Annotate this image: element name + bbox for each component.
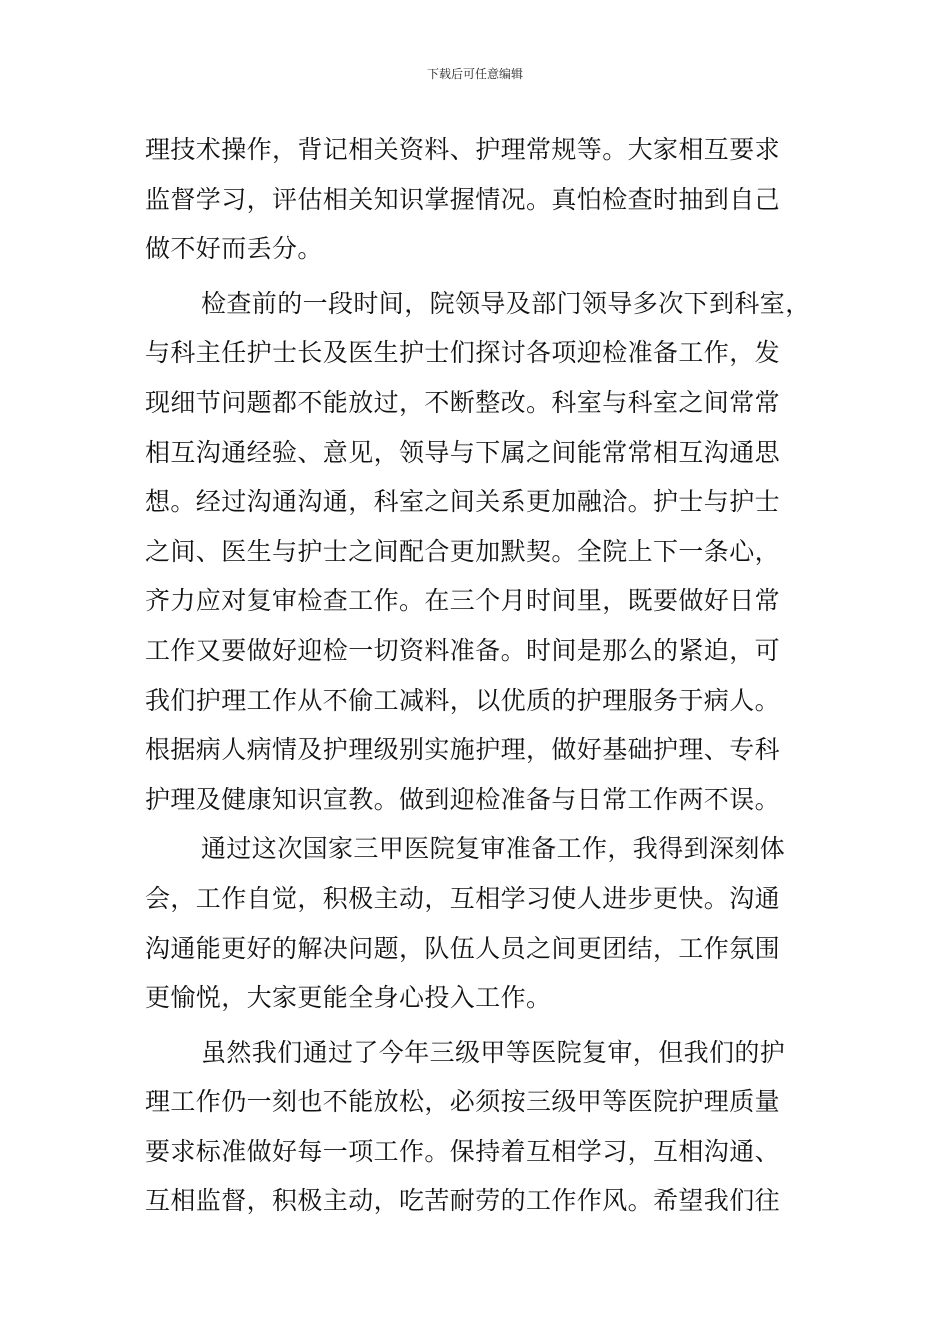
paragraph-4 — [145, 1028, 817, 1226]
paragraph-line: 工作又要做好迎检一切资料准备。时间是那么的紧迫，可 — [145, 635, 781, 665]
paragraph-3 — [145, 824, 817, 1022]
paragraph-line: 通过这次国家三甲医院复审准备工作，我得到深刻体 — [201, 834, 786, 864]
paragraph-line: 想。经过沟通沟通，科室之间关系更加融洽。护士与护士 — [145, 487, 781, 517]
paragraph-line: 我们护理工作从不偷工减料，以优质的护理服务于病人。 — [145, 685, 781, 715]
paragraph-line: 之间、医生与护士之间配合更加默契。全院上下一条心， — [145, 536, 781, 566]
paragraph-line: 相互沟通经验、意见，领导与下属之间能常常相互沟通思 — [145, 437, 781, 467]
body-text — [145, 125, 817, 1226]
paragraph-line: 更愉悦，大家更能全身心投入工作。 — [145, 983, 552, 1013]
paragraph-line: 监督学习，评估相关知识掌握情况。真怕检查时抽到自己 — [145, 184, 781, 214]
page-header: 下载后可任意编辑 — [426, 67, 523, 81]
paragraph-line: 理工作仍一刻也不能放松，必须按三级甲等医院护理质量 — [145, 1087, 781, 1117]
paragraph-line: 根据病人病情及护理级别实施护理，做好基础护理、专科 — [145, 735, 781, 765]
paragraph-line: 齐力应对复审检查工作。在三个月时间里，既要做好日常 — [145, 586, 781, 616]
paragraph-line: 护理及健康知识宣教。做到迎检准备与日常工作两不误。 — [145, 784, 781, 814]
paragraph-line: 要求标准做好每一项工作。保持着互相学习，互相沟通、 — [145, 1136, 781, 1166]
paragraph-1 — [145, 125, 817, 274]
paragraph-2 — [145, 279, 817, 825]
paragraph-line: 现细节问题都不能放过，不断整改。科室与科室之间常常 — [145, 387, 781, 417]
paragraph-line: 虽然我们通过了今年三级甲等医院复审，但我们的护 — [201, 1037, 786, 1067]
paragraph-line: 会，工作自觉，积极主动，互相学习使人进步更快。沟通 — [145, 883, 781, 913]
paragraph-line: 理技术操作，背记相关资料、护理常规等。大家相互要求 — [145, 135, 781, 164]
paragraph-line: 做不好而丢分。 — [145, 234, 323, 264]
paragraph-line: 检查前的一段时间，院领导及部门领导多次下到科室， — [201, 288, 811, 318]
paragraph-line: 互相监督，积极主动，吃苦耐劳的工作作风。希望我们往 — [145, 1186, 781, 1216]
paragraph-line: 沟通能更好的解决问题，队伍人员之间更团结，工作氛围 — [145, 933, 781, 963]
paragraph-line: 与科主任护士长及医生护士们探讨各项迎检准备工作，发 — [145, 338, 781, 368]
